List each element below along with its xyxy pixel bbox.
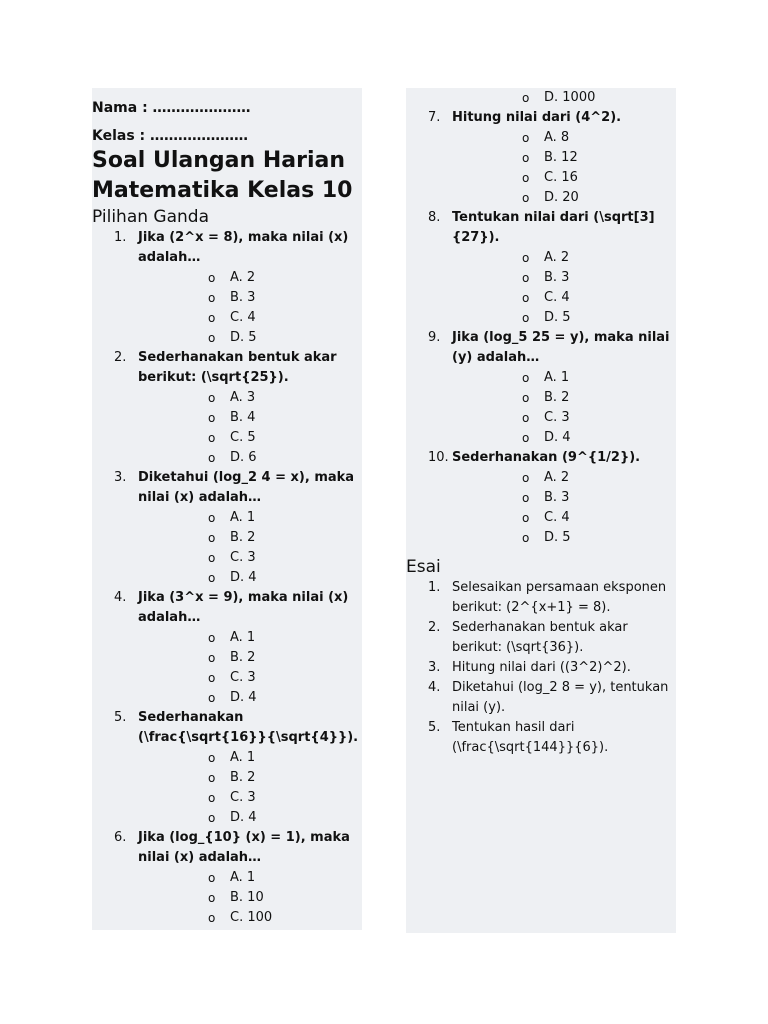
question-9 xyxy=(406,328,676,448)
essay-list xyxy=(406,578,676,758)
question-text: Jika (log_{10} (x) = 1), maka nilai (x) adalah… xyxy=(138,830,350,865)
options xyxy=(452,368,676,448)
question-1 xyxy=(92,228,362,348)
option: o C. 100 xyxy=(138,908,362,928)
question-number: 1. xyxy=(114,230,127,245)
option: o B. 2 xyxy=(452,388,676,408)
options xyxy=(138,388,362,468)
question-3 xyxy=(92,468,362,588)
question-number: 4. xyxy=(114,590,127,605)
option: o B. 10 xyxy=(138,888,362,908)
question-text: Sederhanakan (\frac{\sqrt{16}}{\sqrt{4}}). xyxy=(138,710,359,745)
question-text: Jika (3^x = 9), maka nilai (x) adalah… xyxy=(138,590,349,625)
question-number: 10. xyxy=(428,450,449,465)
question-text: Sederhanakan bentuk akar berikut: (\sqrt{25}). xyxy=(138,350,337,385)
option: o A. 1 xyxy=(452,368,676,388)
option: o D. 1000 xyxy=(452,88,676,108)
options xyxy=(452,468,676,548)
right-column xyxy=(406,88,676,933)
left-column xyxy=(92,88,362,930)
option: o D. 5 xyxy=(138,328,362,348)
option: o A. 1 xyxy=(138,748,362,768)
options xyxy=(138,268,362,348)
section-pilihan-ganda: Pilihan Ganda xyxy=(92,207,209,227)
option: o B. 3 xyxy=(452,488,676,508)
option: o A. 2 xyxy=(138,268,362,288)
option: o A. 8 xyxy=(452,128,676,148)
option: o C. 3 xyxy=(138,668,362,688)
options xyxy=(138,628,362,708)
mcq-list-left xyxy=(92,228,362,928)
question-text: Sederhanakan (9^{1/2}). xyxy=(452,450,641,465)
option: o D. 4 xyxy=(452,428,676,448)
question-number: 7. xyxy=(428,110,441,125)
options xyxy=(452,248,676,328)
option: o C. 3 xyxy=(138,788,362,808)
essay-question-4 xyxy=(406,678,676,718)
question-number: 5. xyxy=(428,720,441,735)
options xyxy=(138,508,362,588)
question-text: Jika (2^x = 8), maka nilai (x) adalah… xyxy=(138,230,349,265)
option: o C. 4 xyxy=(452,288,676,308)
options xyxy=(138,748,362,828)
option: o D. 5 xyxy=(452,528,676,548)
options xyxy=(138,868,362,928)
option: o C. 4 xyxy=(452,508,676,528)
option: o B. 3 xyxy=(452,268,676,288)
question-number: 1. xyxy=(428,580,441,595)
option: o D. 6 xyxy=(138,448,362,468)
question-text: Diketahui (log_2 4 = x), maka nilai (x) adalah… xyxy=(138,470,355,505)
essay-question-2 xyxy=(406,618,676,658)
option: o D. 20 xyxy=(452,188,676,208)
question-5 xyxy=(92,708,362,828)
mcq-list-right xyxy=(406,88,676,548)
essay-question-1 xyxy=(406,578,676,618)
option: o D. 5 xyxy=(452,308,676,328)
option: o B. 2 xyxy=(138,648,362,668)
question-text: Sederhanakan bentuk akar berikut: (\sqrt{36}). xyxy=(452,620,628,655)
page-title: Soal Ulangan Harian Matematika Kelas 10 xyxy=(92,148,353,203)
option: o B. 2 xyxy=(138,768,362,788)
option: o D. 4 xyxy=(138,688,362,708)
option: o D. 4 xyxy=(138,808,362,828)
question-7 xyxy=(406,108,676,208)
option: o B. 3 xyxy=(138,288,362,308)
option: o B. 12 xyxy=(452,148,676,168)
question-text: Diketahui (log_2 8 = y), tentukan nilai (y). xyxy=(452,680,669,715)
options xyxy=(452,128,676,208)
option: o B. 4 xyxy=(138,408,362,428)
question-10 xyxy=(406,448,676,548)
essay-question-3 xyxy=(406,658,676,678)
question-2 xyxy=(92,348,362,468)
question-number: 6. xyxy=(114,830,127,845)
question-text: Hitung nilai dari ((3^2)^2). xyxy=(452,660,631,675)
options xyxy=(452,88,676,108)
question-number: 2. xyxy=(428,620,441,635)
question-4 xyxy=(92,588,362,708)
option: o A. 2 xyxy=(452,248,676,268)
question-number: 4. xyxy=(428,680,441,695)
question-text: Jika (log_5 25 = y), maka nilai (y) adalah… xyxy=(452,330,670,365)
question-6-continued xyxy=(406,88,676,108)
option: o C. 5 xyxy=(138,428,362,448)
question-number: 3. xyxy=(428,660,441,675)
question-number: 3. xyxy=(114,470,127,485)
question-number: 8. xyxy=(428,210,441,225)
question-text: Hitung nilai dari (4^2). xyxy=(452,110,622,125)
nama-line: Nama : ………………… xyxy=(92,100,251,116)
question-number: 9. xyxy=(428,330,441,345)
question-text: Tentukan hasil dari (\frac{\sqrt{144}}{6}). xyxy=(452,720,609,755)
question-text: Tentukan nilai dari (\sqrt[3]{27}). xyxy=(452,210,655,245)
option: o A. 1 xyxy=(138,868,362,888)
question-number: 5. xyxy=(114,710,127,725)
option: o A. 2 xyxy=(452,468,676,488)
option: o C. 4 xyxy=(138,308,362,328)
section-esai: Esai xyxy=(406,557,441,577)
option: o A. 3 xyxy=(138,388,362,408)
option: o C. 3 xyxy=(138,548,362,568)
question-text: Selesaikan persamaan eksponen berikut: (2^{x+1} = 8). xyxy=(452,580,667,615)
option: o C. 3 xyxy=(452,408,676,428)
question-8 xyxy=(406,208,676,328)
option: o A. 1 xyxy=(138,508,362,528)
question-number: 2. xyxy=(114,350,127,365)
kelas-line: Kelas : ………………… xyxy=(92,128,249,144)
essay-question-5 xyxy=(406,718,676,758)
question-6 xyxy=(92,828,362,928)
option: o B. 2 xyxy=(138,528,362,548)
option: o C. 16 xyxy=(452,168,676,188)
option: o D. 4 xyxy=(138,568,362,588)
option: o A. 1 xyxy=(138,628,362,648)
